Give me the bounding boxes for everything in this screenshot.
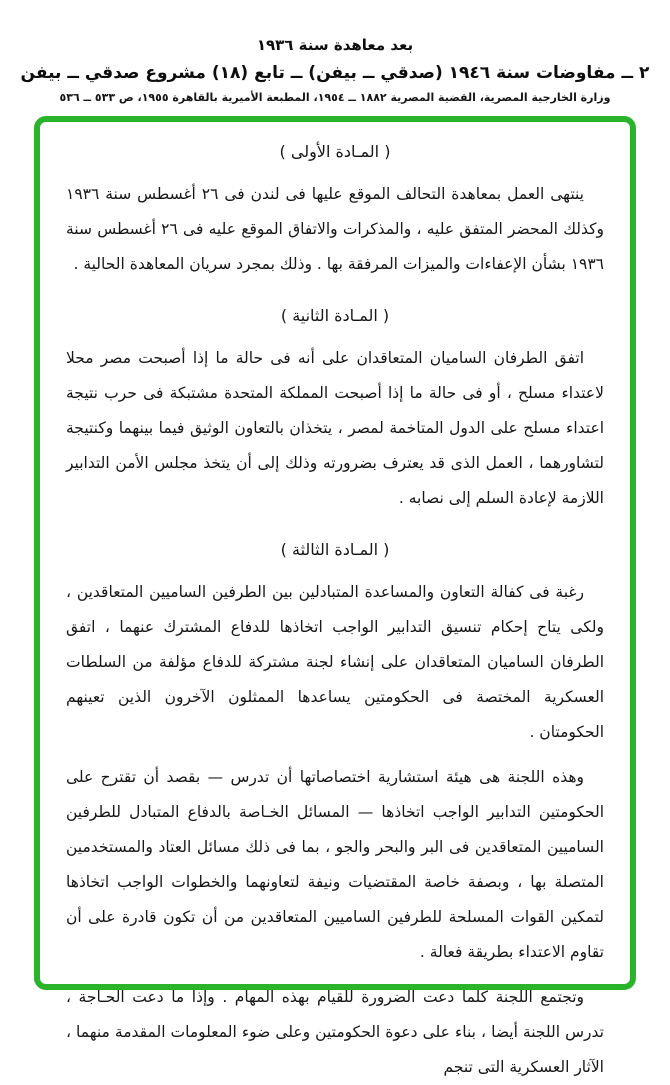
header-source-citation: وزارة الخارجية المصرية، القضية المصرية ١٨٨٢ ــ ١٩٥٤، المطبعة الأميرية بالقاهرة ١٩٥٥، ص ٥٣٣ ــ ٥٣٦ [59,91,611,104]
header-title: بعد معاهدة سنة ١٩٣٦ [256,36,414,54]
article-2-paragraph: اتفق الطرفان الساميان المتعاقدان على أنه فى حالة ما إذا أصبحت مصر محلا لاعتداء مسلح ، أو فى حالة ما إذا أصبحت المملكة المتحدة مشتبكة فى حرب نتيجة اعتداء مسلح على الدول المتاخمة لمصر ، يتخذان بالتعاون الوثيق فيما بينهما وكنتيجة لتشاورهما ، العمل الذى قد يعترف بضرورته وذلك إلى أن يتخذ مجلس الأمن التدابير اللازمة لإعادة السلم إلى نصابه . [66,349,604,507]
article-3 [66,540,604,1085]
content-frame [34,116,636,1076]
header-subtitle: ٢ ــ مفاوضات سنة ١٩٤٦ (صدقي ــ بيفن) ــ تابع (١٨) مشروع صدقي ــ بيفن [20,63,650,83]
article-1-heading: ( المـادة الأولى ) [279,142,391,161]
article-3-paragraph-3: وتجتمع اللجنة كلما دعت الضرورة للقيام بهذه المهام . وإذا ما دعت الحـاجة ، تدرس اللجنة أيضا ، بناء على دعوة الحكومتين وعلى ضوء المعلومات المقدمة منهما ، الآثار العسكرية التى تنجم [66,988,604,1076]
document-header [0,0,670,104]
article-3-heading: ( المـادة الثالثة ) [280,540,390,559]
article-2-heading: ( المـادة الثانية ) [280,306,390,325]
article-2 [66,306,604,516]
article-3-paragraph-2: وهذه اللجنة هى هيئة استشارية اختصاصاتها أن تدرس — بقصد أن تقترح على الحكومتين التدابير الواجب اتخاذها — المسائل الخـاصة بالدفاع المتبادل للطرفين الساميين المتعاقدين فى البر والبحر والجو ، بما فى ذلك مسائل العتاد والمستخدمين المتصلة بها ، وبصفة خاصة المقتضيات ونيفة لتعاونهما والخطوات الواجب اتخاذها لتمكين القوات المسلحة للطرفين الساميين المتعاقدين من أن تكون قادرة على أن تقاوم الاعتداء بطريقة فعالة . [66,768,604,961]
article-1 [66,142,604,282]
article-3-paragraph-1: رغبة فى كفالة التعاون والمساعدة المتبادلين بين الطرفين الساميين المتعاقدين ، ولكى يتاح إحكام تنسيق التدابير الواجب اتخاذها للدفاع المشترك عنهما ، اتفق الطرفان الساميان المتعاقدان على إنشاء لجنة مشتركة للدفاع مؤلفة من السلطات العسكرية المختصة فى الحكومتين يساعدها الممثلون الآخرون الذين تعينهم الحكومتان . [66,583,604,741]
article-1-paragraph: ينتهى العمل بمعاهدة التحالف الموقع عليها فى لندن فى ٢٦ أغسطس سنة ١٩٣٦ وكذلك المحضر المتفق عليه ، والمذكرات والاتفاق الموقع عليه فى ٢٦ أغسطس سنة ١٩٣٦ بشأن الإعفاءات والميزات المرفقة بها . وذلك بمجرد سريان المعاهدة الحالية . [66,185,604,273]
